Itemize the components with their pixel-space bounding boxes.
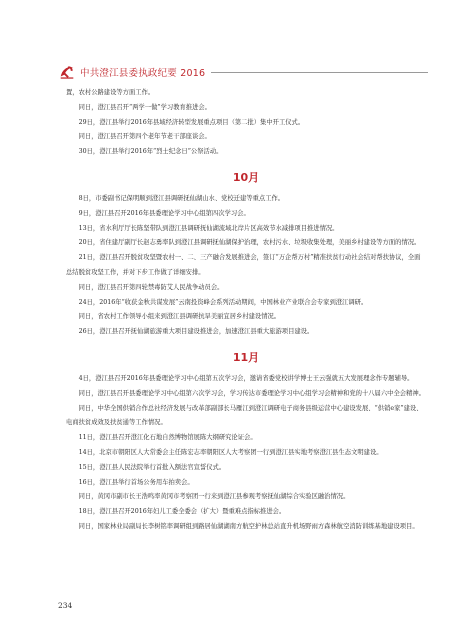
chronicle-entry: 同日，澄江县召开第四轮禁毒防艾人民战争动员会。 [78, 283, 224, 291]
chronicle-entry: 同日，澄江县召开县委理论学习中心组第六次学习会，学习传达市委理论学习中心组学习会精神和党的十八届六中全会精神。 [78, 389, 425, 397]
header-divider [211, 72, 428, 73]
chronicle-entry: 29日，澄江县举行2016年县域经济转型发展重点项目（第二批）集中开工仪式。 [78, 118, 305, 126]
party-emblem-icon [58, 63, 76, 81]
chronicle-entry: 同日，澄江县召开第四个老年节老干部座谈会。 [78, 133, 211, 141]
chronicle-entry: 同日，澄江县召开“两学一做”学习教育推进会。 [78, 103, 211, 111]
chronicle-entry: 同日，省农村工作领导小组来到澄江县调研抗旱美丽宜居乡村建设情况。 [78, 313, 281, 321]
chronicle-entry: 同日，中华全国供销合作总社经济发展与改革部副部长马雁江到澄江调研电子商务县级运营中心建设发展、“供销e家”建设、电商扶贫成效及扶贫通等工作情况。 [66, 404, 423, 427]
chronicle-entry: 26日，澄江县召开抚仙湖旅游重大项目建设推进会，加速澄江县重大旅游项目建设。 [78, 328, 314, 336]
page-number: 234 [58, 601, 73, 610]
chronicle-entry: 置，农村公路建设等方面工作。 [66, 89, 155, 96]
chronicle-entry: 同日，国家林业局副局长李树铭率调研组到路居仙湖湖南方航空护林总站直升机场野雨方森林航空消防训练基地建设项目。 [78, 522, 419, 530]
header-title: 中共澄江县委执政纪要 2016 [80, 68, 206, 79]
chronicle-body [66, 86, 426, 535]
chronicle-entry: 15日，澄江县人民法院举行首批入额法官宣誓仪式。 [78, 463, 226, 471]
month-heading: 10月 [232, 170, 260, 184]
chronicle-entry: 4日，澄江县召开2016年县委理论学习中心组第五次学习会，邀请省委党校讲学博士王云强就五大发展理念作专题辅导。 [78, 374, 414, 382]
chronicle-entry: 11日，澄江县召开澄江化石地自然博物馆展陈大纲研究论证会。 [78, 434, 257, 442]
chronicle-entry: 21日，澄江县召开脱贫攻坚暨农村一、二、三产融合发展推进会，签订“万企帮万村”精准扶贫行动社会结对帮扶协议，全面总结脱贫攻坚工作，并对下步工作做了详细安排。 [66, 254, 421, 276]
chronicle-entry: 24日，2016年“收获金秋共谋发展”云南投资峰会系列活动期间，中国林业产业联合会专家到澄江调研。 [78, 298, 368, 306]
chronicle-entry: 30日，澄江县举行2016年“烈士纪念日”公祭活动。 [78, 148, 223, 156]
chronicle-entry: 9日，澄江县召开2016年县委理论学习中心组第四次学习会。 [78, 209, 250, 217]
running-header [58, 62, 428, 82]
month-heading: 11月 [232, 350, 260, 364]
chronicle-entry: 20日，省住建厅副厅长赵志勇率队到澄江县调研抚仙湖保护治理，农村污水、垃圾收集处理，美丽乡村建设等方面的情况。 [78, 239, 421, 247]
chronicle-entry: 13日，省水利厅厅长陈坚带队到澄江县调研抚仙湖流域北岸片区高效节水减排项目推进情况。 [78, 224, 339, 232]
chronicle-entry: 8日，市委副书记保明顺到澄江县调研抚仙湖山水、党校迁建等重点工作。 [78, 194, 285, 202]
chronicle-entry: 18日，澄江县召开2016年妇儿工委全委会（扩大）暨重难点指标推进会。 [78, 508, 286, 516]
chronicle-entry: 14日，北京市朝阳区人大常委会主任陈宏志率朝阳区人大考察团一行到澄江县实地考察澄江县生态文明建设。 [78, 448, 383, 456]
chronicle-entry: 同日，黄冈市副市长王浩鸣率黄冈市考察团一行来到澄江县参观考察抚仙湖综合实验区融治情况。 [78, 493, 350, 501]
chronicle-entry: 16日，澄江县举行首场公务用车拍卖会。 [78, 478, 194, 486]
